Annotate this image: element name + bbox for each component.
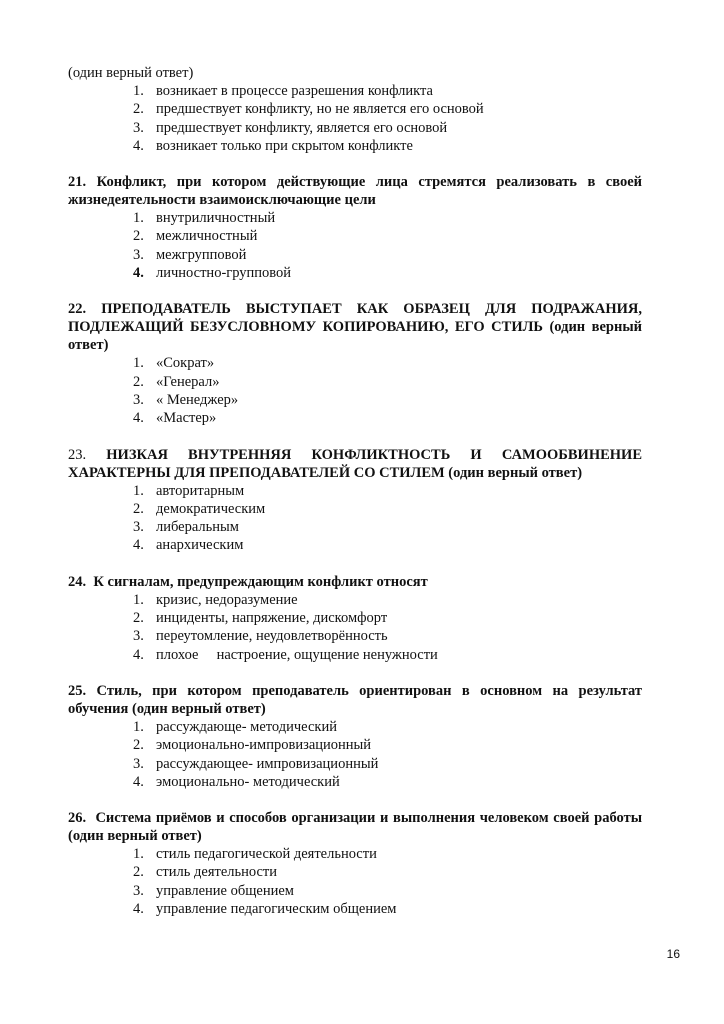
option-item — [68, 82, 642, 100]
option-number: 4. — [133, 901, 144, 918]
option-number: 2. — [133, 500, 144, 517]
question-23-options — [68, 482, 642, 555]
option-item — [68, 518, 642, 536]
option-item — [68, 409, 642, 427]
option-text: кризис, недоразумение — [156, 591, 298, 608]
option-number: 4. — [133, 137, 144, 154]
option-number: 1. — [133, 355, 144, 372]
option-item — [68, 482, 642, 500]
option-text: предшествует конфликту, но не является его основой — [156, 101, 484, 118]
option-text: межгрупповой — [156, 246, 247, 263]
question-24-options — [68, 591, 642, 664]
option-text: «Сократ» — [156, 355, 215, 372]
option-number: 3. — [133, 119, 144, 136]
option-number: 3. — [133, 519, 144, 536]
option-text: возникает только при скрытом конфликте — [156, 137, 413, 154]
option-item — [68, 718, 642, 736]
question-21 — [68, 173, 642, 209]
question-22 — [68, 300, 642, 354]
option-number: 3. — [133, 391, 144, 408]
option-text: управление педагогическим общением — [156, 901, 397, 918]
option-text: «Генерал» — [156, 373, 220, 390]
option-text: управление общением — [156, 882, 294, 899]
option-item — [68, 609, 642, 627]
option-number: 4. — [133, 646, 144, 663]
option-text: демократическим — [156, 500, 266, 517]
question-number: 22. — [68, 301, 87, 318]
option-number: 3. — [133, 882, 144, 899]
intro-options — [68, 82, 642, 155]
option-item — [68, 209, 642, 227]
option-text: инциденты, напряжение, дискомфорт — [156, 610, 388, 627]
option-text: эмоционально- методический — [156, 773, 340, 790]
option-text: предшествует конфликту, является его основой — [156, 119, 448, 136]
option-number: 4. — [133, 410, 144, 427]
option-item — [68, 736, 642, 754]
option-text: анархическим — [156, 537, 244, 554]
option-item — [68, 354, 642, 372]
option-item — [68, 500, 642, 518]
option-number: 2. — [133, 610, 144, 627]
option-number: 3. — [133, 246, 144, 263]
option-text: рассуждающе- методический — [156, 718, 337, 735]
question-text: Система приёмов и способов организации и выполнения человеком своей работы (один верный ответ) — [68, 810, 661, 845]
question-21-options — [68, 209, 642, 282]
question-22-options — [68, 354, 642, 427]
option-number: 1. — [133, 591, 144, 608]
option-item — [68, 391, 642, 409]
question-text: К сигналам, предупреждающим конфликт относят — [93, 573, 428, 590]
option-number: 1. — [133, 482, 144, 499]
option-text: межличностный — [156, 228, 258, 245]
option-item — [68, 773, 642, 791]
option-text: плохое настроение, ощущение ненужности — [156, 646, 438, 663]
question-23 — [68, 446, 642, 482]
option-number: 2. — [133, 101, 144, 118]
option-text: личностно-групповой — [156, 265, 292, 282]
question-number: 26. — [68, 810, 87, 827]
option-number: 1. — [133, 83, 144, 99]
intro-line: (один верный ответ) — [68, 65, 194, 81]
option-item — [68, 646, 642, 664]
option-number: 1. — [133, 210, 144, 227]
option-item — [68, 100, 642, 118]
question-number: 23. — [68, 446, 87, 463]
option-number: 3. — [133, 628, 144, 645]
option-item — [68, 863, 642, 881]
option-text: либеральным — [156, 519, 239, 536]
option-item — [68, 882, 642, 900]
option-number: 2. — [133, 737, 144, 754]
option-text: «Мастер» — [156, 410, 217, 427]
option-number: 2. — [133, 228, 144, 245]
question-text: ПРЕПОДАВАТЕЛЬ ВЫСТУПАЕТ КАК ОБРАЗЕЦ ДЛЯ ПОДРАЖАНИЯ, ПОДЛЕЖАЩИЙ БЕЗУСЛОВНОМУ КОПИРОВАНИЮ, ЕГО СТИЛЬ (один верный ответ) — [68, 301, 643, 354]
option-text: стиль деятельности — [156, 864, 278, 881]
option-item — [68, 627, 642, 645]
option-number: 1. — [133, 846, 144, 863]
question-24 — [68, 573, 642, 591]
question-number: 24. — [68, 573, 87, 590]
question-number: 21. — [68, 174, 87, 191]
option-number: 4. — [133, 773, 144, 790]
option-text: переутомление, неудовлетворённость — [156, 628, 388, 645]
option-item — [68, 900, 642, 918]
option-number: 3. — [133, 755, 144, 772]
question-25 — [68, 682, 642, 718]
option-item — [68, 845, 642, 863]
question-text: НИЗКАЯ ВНУТРЕННЯЯ КОНФЛИКТНОСТЬ И САМООБВИНЕНИЕ ХАРАКТЕРНЫ ДЛЯ ПРЕПОДАВАТЕЛЕЙ СО СТИЛЕМ (один верный ответ) — [68, 446, 642, 481]
document-page — [68, 64, 661, 918]
option-number: 4. — [133, 265, 144, 282]
option-item — [68, 227, 642, 245]
question-number: 25. — [68, 682, 87, 699]
question-26-options — [68, 845, 642, 918]
option-number: 2. — [133, 864, 144, 881]
option-text: авторитарным — [156, 482, 245, 499]
option-text: эмоционально-импровизационный — [156, 737, 372, 754]
option-item — [68, 137, 642, 155]
option-number: 4. — [133, 537, 144, 554]
option-text: рассуждающее- импровизационный — [156, 755, 379, 772]
question-26 — [68, 809, 661, 845]
option-item — [68, 119, 642, 137]
option-text: « Менеджер» — [156, 391, 239, 408]
option-text: возникает в процессе разрешения конфликта — [156, 83, 433, 99]
option-item — [68, 246, 642, 264]
question-text: Стиль, при котором преподаватель ориентирован в основном на результат обучения (один верный ответ) — [68, 682, 643, 717]
option-text: стиль педагогической деятельности — [156, 846, 377, 863]
option-item — [68, 591, 642, 609]
option-text: внутриличностный — [156, 210, 276, 227]
option-item — [68, 264, 642, 282]
option-item — [68, 755, 642, 773]
question-text: Конфликт, при котором действующие лица стремятся реализовать в своей жизнедеятельности взаимоисключающие цели — [68, 174, 642, 209]
page-number: 16 — [666, 947, 680, 961]
option-number: 1. — [133, 718, 144, 735]
option-number: 2. — [133, 373, 144, 390]
option-item — [68, 373, 642, 391]
question-25-options — [68, 718, 642, 791]
option-item — [68, 536, 642, 554]
